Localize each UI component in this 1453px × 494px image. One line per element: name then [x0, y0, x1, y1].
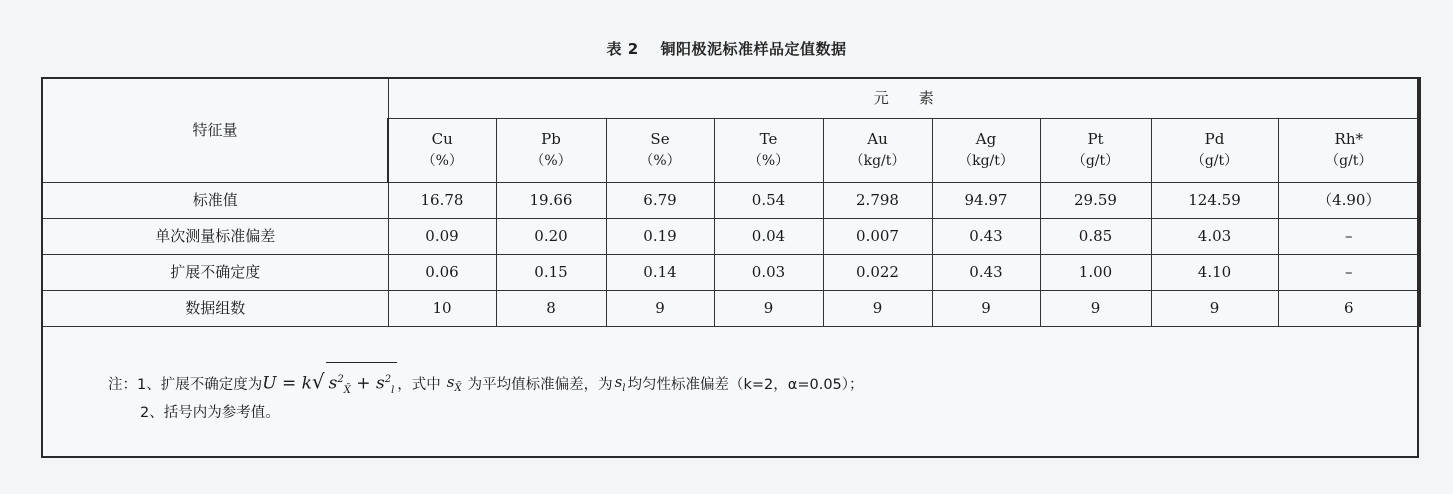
- table-cell: 0.007: [823, 218, 932, 254]
- table-cell: 9: [1040, 290, 1151, 326]
- table-cell: 9: [714, 290, 823, 326]
- table-cell: 6: [1278, 290, 1420, 326]
- table-row: [42, 254, 1420, 290]
- uncertainty-formula: [262, 362, 397, 408]
- note-1-suffix: 均匀性标准偏差（k=2，α=0.05）；: [627, 377, 864, 394]
- element-header: Ag （kg/t）: [932, 118, 1040, 182]
- row-label: 单次测量标准偏差: [42, 218, 388, 254]
- row-label: 扩展不确定度: [42, 254, 388, 290]
- table-cell: 94.97: [932, 182, 1040, 218]
- table-caption: [0, 38, 1453, 59]
- table-cell: 10: [388, 290, 496, 326]
- table-cell: 0.14: [606, 254, 714, 290]
- table-cell: 124.59: [1151, 182, 1278, 218]
- note-2: 2、括号内为参考值。: [140, 405, 280, 421]
- table-cell: 1.00: [1040, 254, 1151, 290]
- formula-lhs: U = k: [262, 373, 312, 394]
- table-cell: 0.09: [388, 218, 496, 254]
- element-header: Te （%）: [714, 118, 823, 182]
- sx-symbol: $s_{X̄}$: [446, 372, 462, 394]
- table-cell: 0.022: [823, 254, 932, 290]
- table-cell: 0.03: [714, 254, 823, 290]
- table-cell: 0.19: [606, 218, 714, 254]
- table-cell: –: [1278, 218, 1420, 254]
- row-header-label: 特征量: [42, 78, 388, 182]
- element-header: Pt （g/t）: [1040, 118, 1151, 182]
- table-cell: 9: [823, 290, 932, 326]
- element-header: Se （%）: [606, 118, 714, 182]
- element-header: Pb （%）: [496, 118, 606, 182]
- table-cell: 0.43: [932, 254, 1040, 290]
- table-cell: 16.78: [388, 182, 496, 218]
- sqrt-symbol: √: [311, 369, 325, 394]
- table-notes: [108, 362, 1398, 430]
- table-cell: 9: [1151, 290, 1278, 326]
- table-cell: 0.54: [714, 182, 823, 218]
- element-header: Cu （%）: [388, 118, 496, 182]
- table-cell: 0.20: [496, 218, 606, 254]
- formula-radicand: $s^2_{X̄} + s^2_l$: [326, 362, 398, 408]
- sl-symbol: $s_l$: [614, 372, 626, 394]
- element-header: Rh* （g/t）: [1278, 118, 1420, 182]
- element-header: Au （kg/t）: [823, 118, 932, 182]
- table-cell: –: [1278, 254, 1420, 290]
- data-table: [41, 77, 1421, 327]
- header-row-group: [42, 78, 1420, 118]
- table-cell: 0.15: [496, 254, 606, 290]
- table-cell: 0.04: [714, 218, 823, 254]
- table-cell: 19.66: [496, 182, 606, 218]
- table-cell: 9: [932, 290, 1040, 326]
- table-cell: 4.03: [1151, 218, 1278, 254]
- caption-number: 表 2: [606, 40, 639, 58]
- table-cell: 2.798: [823, 182, 932, 218]
- row-label: 标准值: [42, 182, 388, 218]
- table-cell: （4.90）: [1278, 182, 1420, 218]
- caption-title: 铜阳极泥标准样品定值数据: [660, 40, 847, 58]
- table-row: [42, 182, 1420, 218]
- table-cell: 0.85: [1040, 218, 1151, 254]
- table-cell: 4.10: [1151, 254, 1278, 290]
- table-cell: 29.59: [1040, 182, 1151, 218]
- table-row: [42, 218, 1420, 254]
- table-row: [42, 290, 1420, 326]
- note-1: [108, 362, 1398, 396]
- row-label: 数据组数: [42, 290, 388, 326]
- element-group-header: 元 素: [388, 78, 1420, 118]
- element-header: Pd （g/t）: [1151, 118, 1278, 182]
- table-cell: 8: [496, 290, 606, 326]
- note-1-prefix: 注：1、扩展不确定度为: [108, 377, 263, 394]
- table-cell: 0.06: [388, 254, 496, 290]
- note-1-mid2: 为平均值标准偏差，为: [467, 377, 613, 394]
- table-cell: 0.43: [932, 218, 1040, 254]
- table-cell: 9: [606, 290, 714, 326]
- note-1-mid: ，式中: [397, 377, 441, 394]
- table-cell: 6.79: [606, 182, 714, 218]
